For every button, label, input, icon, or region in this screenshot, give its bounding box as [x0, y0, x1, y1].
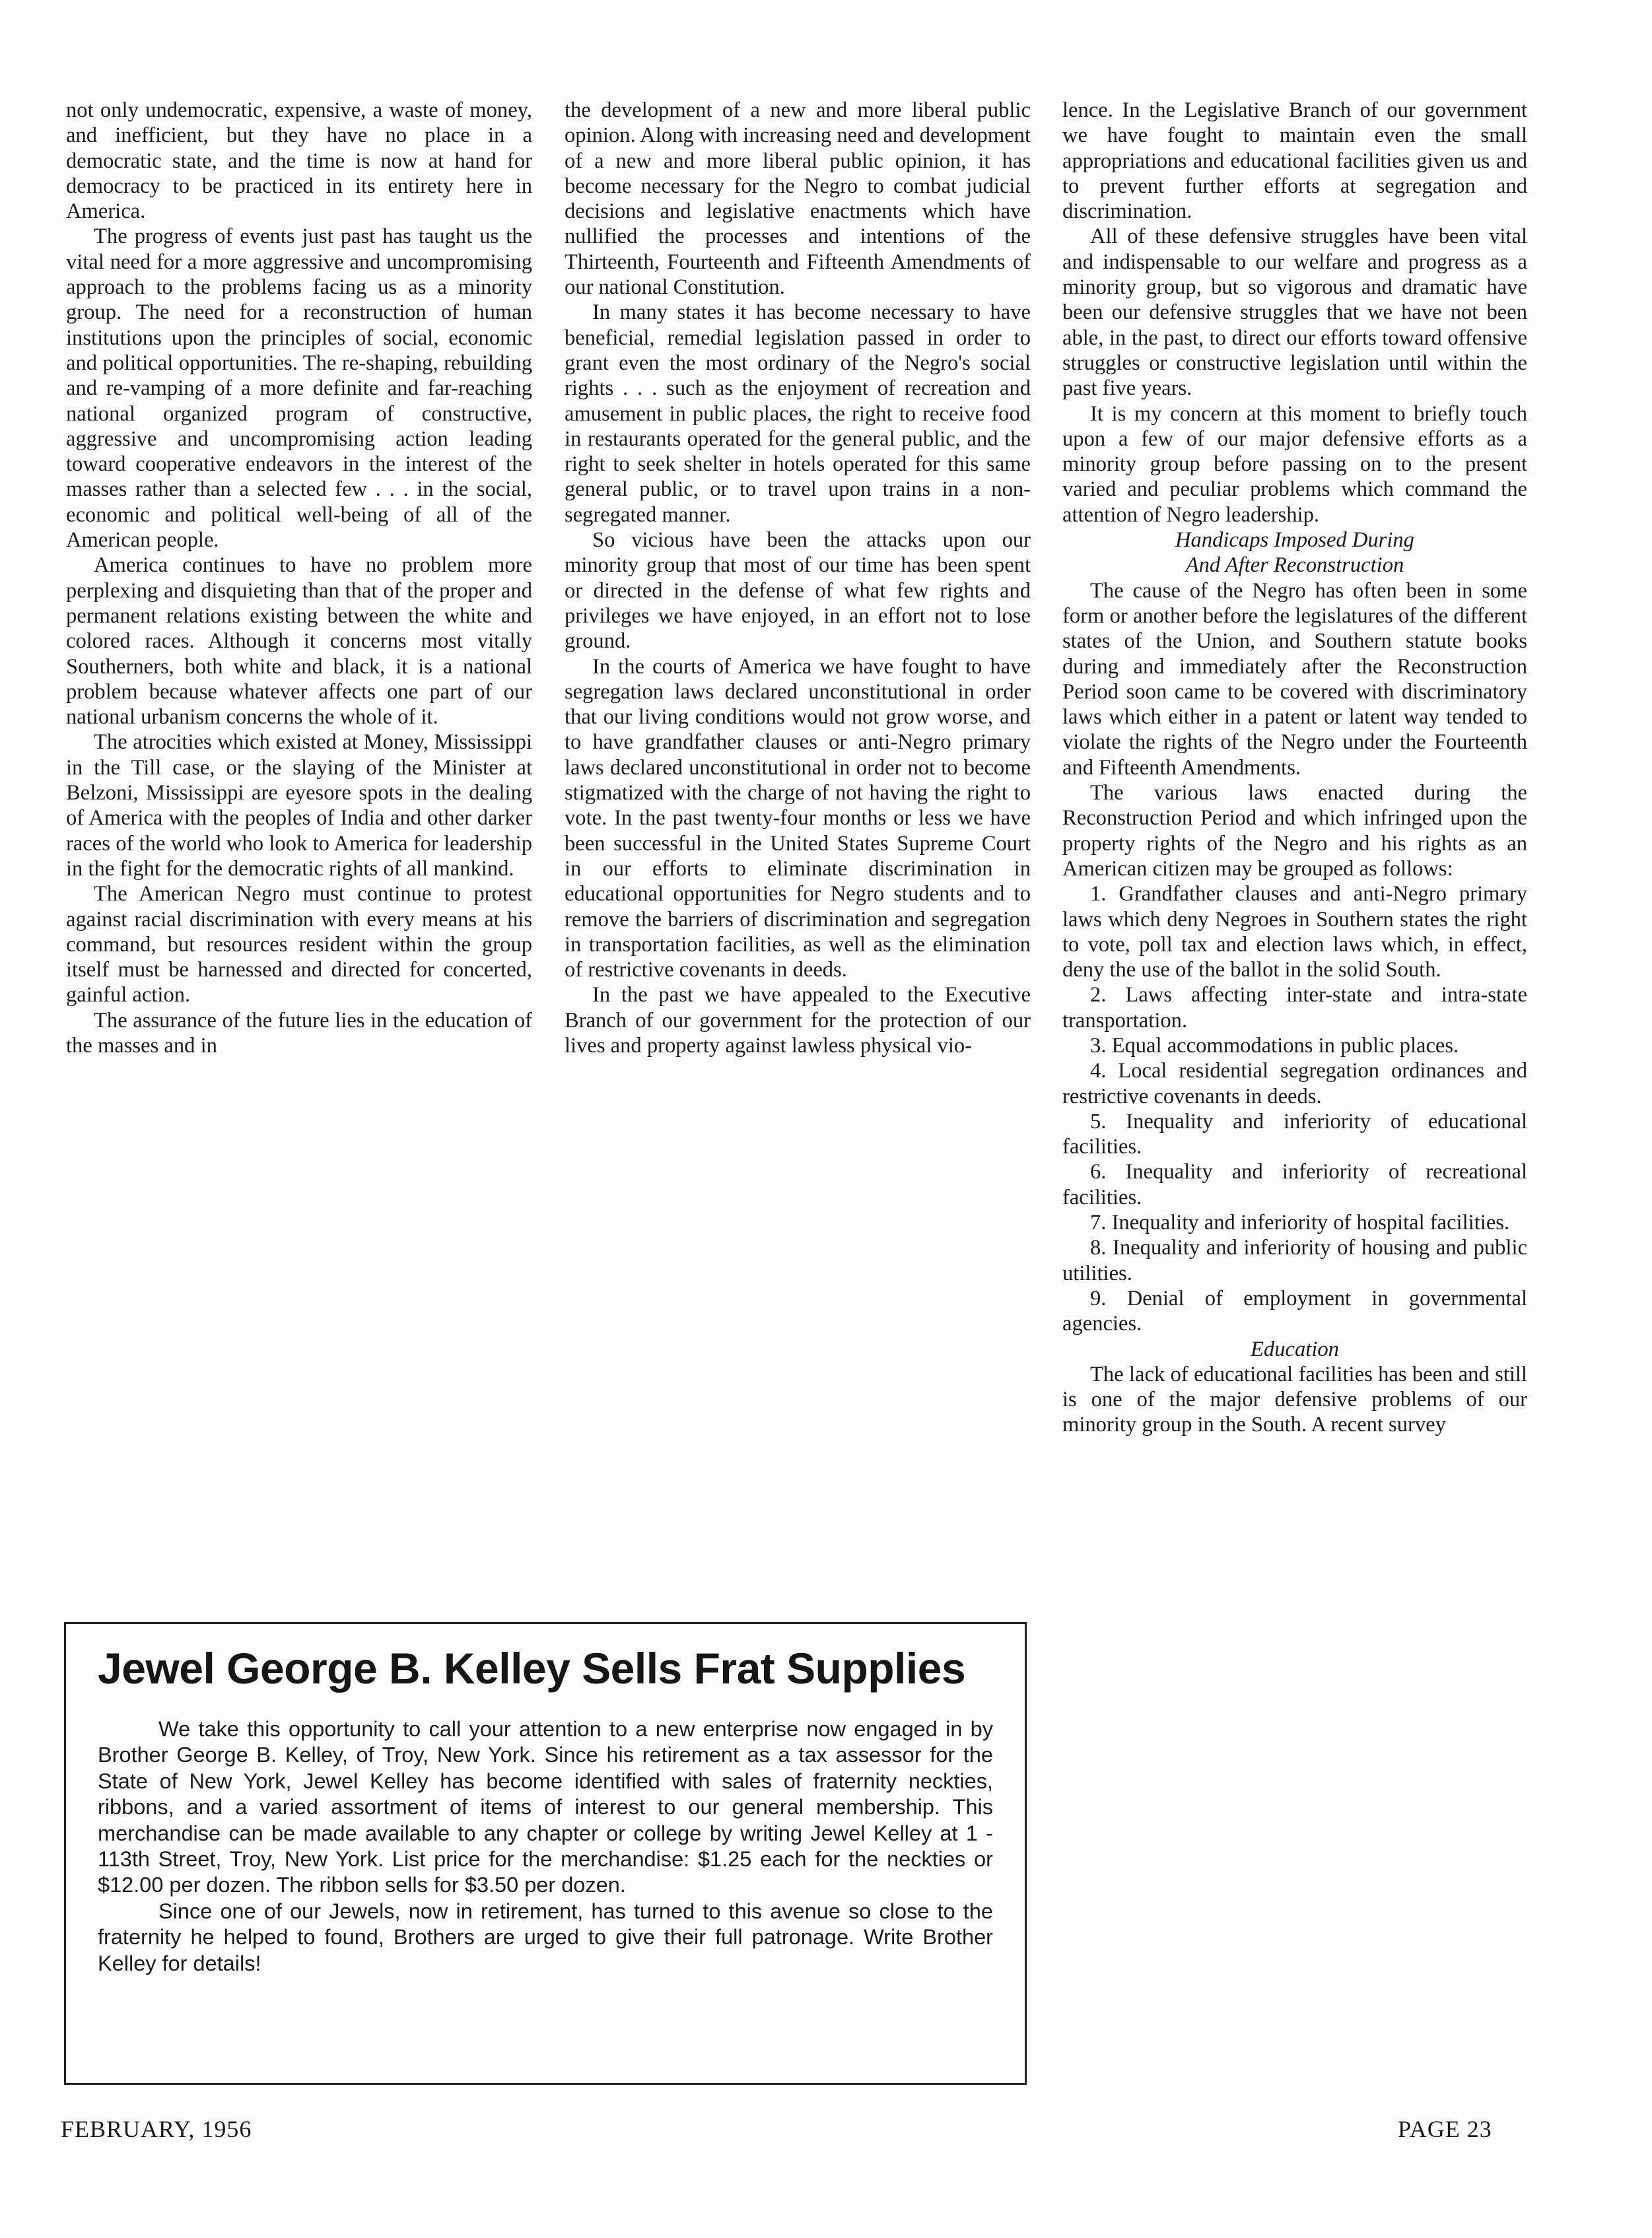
paragraph: In the courts of America we have fought to have segregation laws declared unconstitutional in order that our living conditions would not grow worse, and to have grandfather clauses or anti-Negro primary laws declared unconstitutional in order not to become stigmatized with the charge of not having the right to vote. In the past twenty-four months or less we have been successful in the United States Supreme Court in our efforts to eliminate discrimination in educational opportunities for Negro students and to remove the barriers of discrimination and segregation in transportation facilities, as well as the elimination of restrictive covenants in deeds.: [565, 654, 1031, 982]
list-item: 4. Local residential segregation ordinances and restrictive covenants in deeds.: [1062, 1059, 1527, 1108]
paragraph: The cause of the Negro has often been in some form or another before the legislatures of the different states of the Union, and Southern statute books during and immediately after the Reconstruction Period soon came to be covered with discriminatory laws which either in a patent or latent way tended to violate the rights of the Negro under the Fourteenth and Fifteenth Amendments.: [1062, 578, 1527, 780]
handicaps-list: [1062, 881, 1527, 1336]
announcement-title: Jewel George B. Kelley Sells Frat Supplies: [98, 1644, 966, 1693]
paragraph: The assurance of the future lies in the education of the masses and in: [66, 1008, 532, 1058]
paragraph: The progress of events just past has taught us the vital need for a more aggressive and uncompromising approach to the problems facing us as a minority group. The need for a reconstruction of human institutions upon the principles of social, economic and political opportunities. The re-shaping, rebuilding and re-vamping of a more definite and far-reaching national organized program of constructive, aggressive and uncompromising action leading toward cooperative endeavors in the interest of the masses rather than a selected few . . . in the social, economic and political well-being of all of the American people.: [66, 224, 532, 553]
paragraph: the development of a new and more liberal public opinion. Along with increasing need and development of a new and more liberal public opinion, it has become necessary for the Negro to combat judicial decisions and legislative enactments which have nullified the processes and intentions of the Thirteenth, Fourteenth and Fifteenth Amendments of our national Constitution.: [565, 98, 1031, 300]
section-subheading: Handicaps Imposed During: [1175, 528, 1414, 553]
paragraph: In the past we have appealed to the Executive Branch of our government for the protection of our lives and property against lawless physical vio-: [565, 983, 1031, 1058]
page-number: PAGE 23: [1398, 2116, 1492, 2142]
issue-date: FEBRUARY, 1956: [61, 2116, 252, 2142]
list-item: 6. Inequality and inferiority of recreational facilities.: [1062, 1160, 1527, 1209]
announcement-paragraph: We take this opportunity to call your attention to a new enterprise now engaged in by Brother George B. Kelley, of Troy, New York. Since his retirement as a tax assessor for the State of New York, Jewel Kelley has become identified with sales of fraternity neckties, ribbons, and a varied assortment of items of interest to our general membership. This merchandise can be made available to any chapter or college by writing Jewel Kelley at 1 - 113th Street, Troy, New York. List price for the merchandise: $1.25 each for the neckties or $12.00 per dozen. The ribbon sells for $3.50 per dozen.: [98, 1717, 993, 1897]
list-item: 1. Grandfather clauses and anti-Negro primary laws which deny Negroes in Southern states the right to vote, poll tax and election laws which, in effect, deny the use of the ballot in the solid South.: [1062, 882, 1527, 982]
paragraph: The various laws enacted during the Reconstruction Period and which infringed upon the property rights of the Negro and his rights as an American citizen may be grouped as follows:: [1062, 781, 1527, 881]
list-item: 9. Denial of employment in governmental agencies.: [1062, 1286, 1527, 1336]
paragraph: It is my concern at this moment to briefly touch upon a few of our major defensive efforts as a minority group before passing on to the present varied and peculiar problems which command the attention of Negro leadership.: [1062, 401, 1527, 527]
section-subheading: Education: [1251, 1337, 1339, 1361]
paragraph: not only undemocratic, expensive, a waste of money, and inefficient, but they have no place in a democratic state, and the time is now at hand for democracy to be practiced in its entirety here in America.: [66, 98, 532, 224]
section-subheading: And After Reconstruction: [1185, 553, 1404, 578]
list-item: 2. Laws affecting inter-state and intra-state transportation.: [1062, 983, 1527, 1033]
announcement-box: [64, 1622, 1027, 2085]
list-item: 8. Inequality and inferiority of housing and public utilities.: [1062, 1236, 1527, 1285]
paragraph: lence. In the Legislative Branch of our government we have fought to maintain even the small appropriations and educational facilities given us and to prevent further efforts at segregation and discrimination.: [1062, 98, 1527, 224]
announcement-paragraph: Since one of our Jewels, now in retirement, has turned to this avenue so close to the fraternity he helped to found, Brothers are urged to give their full patronage. Write Brother Kelley for details!: [98, 1899, 993, 1975]
paragraph: In many states it has become necessary to have beneficial, remedial legislation passed in order to grant even the most ordinary of the Negro's social rights . . . such as the enjoyment of recreation and amusement in public places, the right to receive food in restaurants operated for the general public, and the right to seek shelter in hotels operated for this same general public, or to travel upon trains in a non-segregated manner.: [565, 300, 1031, 527]
paragraph: America continues to have no problem more perplexing and disquieting than that of the proper and permanent relations existing between the white and colored races. Although it concerns most vitally Southerners, both white and black, it is a national problem because whatever affects one part of our national urbanism concerns the whole of it.: [66, 553, 532, 729]
paragraph: The atrocities which existed at Money, Mississippi in the Till case, or the slaying of the Minister at Belzoni, Mississippi are eyesore spots in the dealing of America with the peoples of India and other darker races of the world who look to America for leadership in the fight for the democratic rights of all mankind.: [66, 730, 532, 881]
list-item: 5. Inequality and inferiority of educational facilities.: [1062, 1109, 1527, 1159]
paragraph: The American Negro must continue to protest against racial discrimination with every means at his command, but resources resident within the group itself must be harnessed and directed for concerted, gainful action.: [66, 882, 532, 1007]
paragraph: So vicious have been the attacks upon our minority group that most of our time has been spent or directed in the defense of what few rights and privileges we have enjoyed, in an effort not to lose ground.: [565, 528, 1031, 654]
article-column-2: [565, 98, 1031, 1058]
list-item: 7. Inequality and inferiority of hospital facilities.: [1090, 1211, 1510, 1235]
article-column-1: [66, 98, 532, 1058]
list-item: 3. Equal accommodations in public places.: [1090, 1033, 1459, 1058]
paragraph: All of these defensive struggles have been vital and indispensable to our welfare and progress as a minority group, but so vigorous and dramatic have been our defensive struggles that we have not been able, in the past, to direct our efforts toward offensive struggles or constructive legislation until within the past five years.: [1062, 224, 1527, 401]
article-column-3: [1062, 98, 1527, 1438]
paragraph: The lack of educational facilities has been and still is one of the major defensive problems of our minority group in the South. A recent survey: [1062, 1362, 1527, 1437]
